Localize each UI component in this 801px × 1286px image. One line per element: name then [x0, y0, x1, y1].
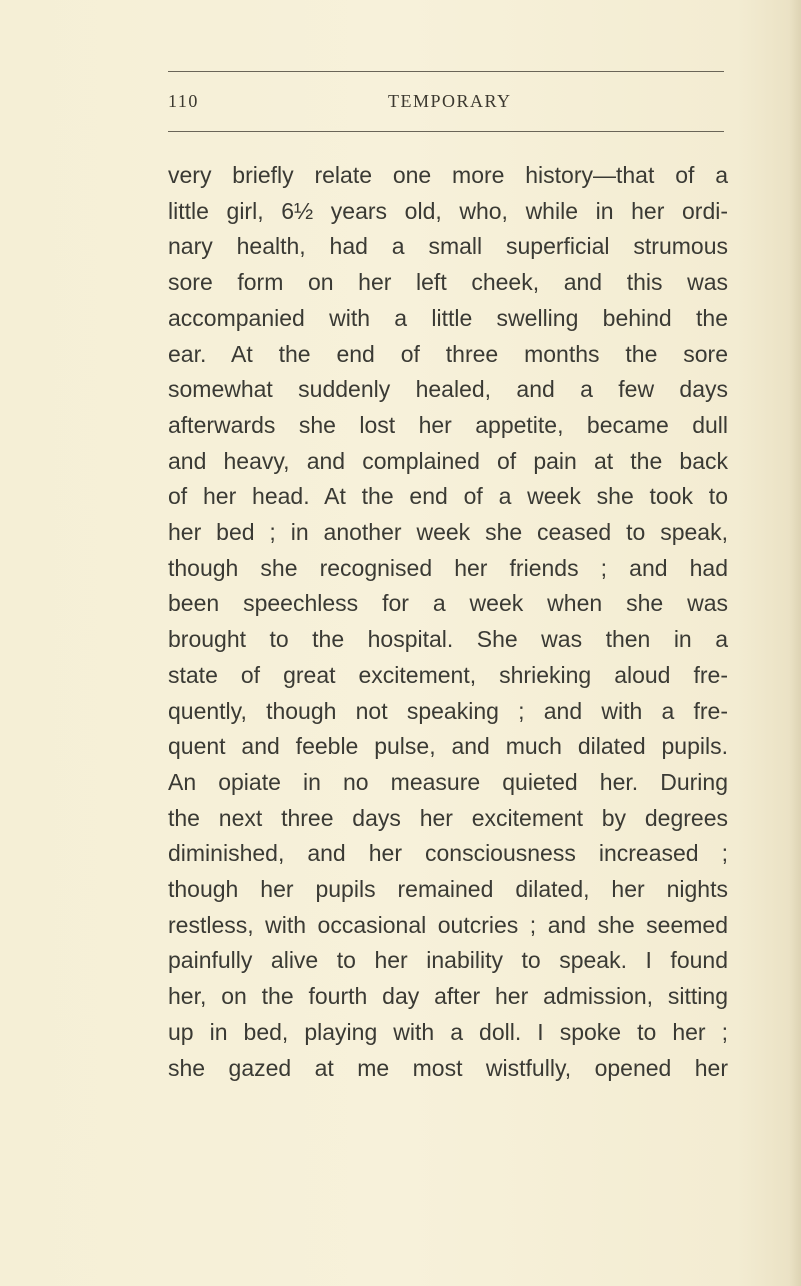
- running-title: TEMPORARY: [388, 91, 512, 111]
- page-number: 110: [168, 91, 199, 111]
- body-text: [168, 158, 728, 1086]
- text-line: up in bed, playing with a doll. I spoke to her ;: [168, 1018, 728, 1045]
- text-line: afterwards she lost her appetite, became dull: [168, 411, 728, 438]
- header-bottom-rule: [168, 131, 724, 132]
- text-line: quent and feeble pulse, and much dilated pupils.: [168, 733, 728, 760]
- text-line: her bed ; in another week she ceased to speak,: [168, 519, 728, 546]
- text-line: though her pupils remained dilated, her nights: [168, 876, 728, 903]
- text-line: somewhat suddenly healed, and a few days: [168, 376, 728, 403]
- text-line: accompanied with a little swelling behind the: [168, 304, 728, 331]
- text-line: state of great excitement, shrieking aloud fre-: [168, 661, 728, 688]
- text-line: little girl, 6½ years old, who, while in her ordi-: [168, 197, 728, 224]
- text-line: diminished, and her consciousness increased ;: [168, 840, 728, 867]
- running-head: [168, 91, 724, 117]
- text-line: brought to the hospital. She was then in a: [168, 626, 728, 653]
- text-line: her, on the fourth day after her admission, sitting: [168, 983, 728, 1010]
- text-line: and heavy, and complained of pain at the back: [168, 447, 728, 474]
- text-line: nary health, had a small superficial strumous: [168, 233, 728, 260]
- text-line: the next three days her excitement by degrees: [168, 804, 728, 831]
- header-top-rule: [168, 71, 724, 72]
- text-line: very briefly relate one more history—that of a: [168, 162, 728, 188]
- text-line: ear. At the end of three months the sore: [168, 340, 728, 367]
- text-line: quently, though not speaking ; and with a fre-: [168, 697, 728, 724]
- text-line: though she recognised her friends ; and had: [168, 554, 728, 581]
- text-line: been speechless for a week when she was: [168, 590, 728, 617]
- text-line: An opiate in no measure quieted her. During: [168, 768, 728, 795]
- text-line: restless, with occasional outcries ; and she seemed: [168, 911, 728, 938]
- page-edge-shadow: [789, 0, 801, 1286]
- text-line: sore form on her left cheek, and this was: [168, 269, 728, 296]
- text-line: she gazed at me most wistfully, opened her: [168, 1054, 728, 1081]
- text-line: painfully alive to her inability to speak. I found: [168, 947, 728, 974]
- text-line: of her head. At the end of a week she took to: [168, 483, 728, 510]
